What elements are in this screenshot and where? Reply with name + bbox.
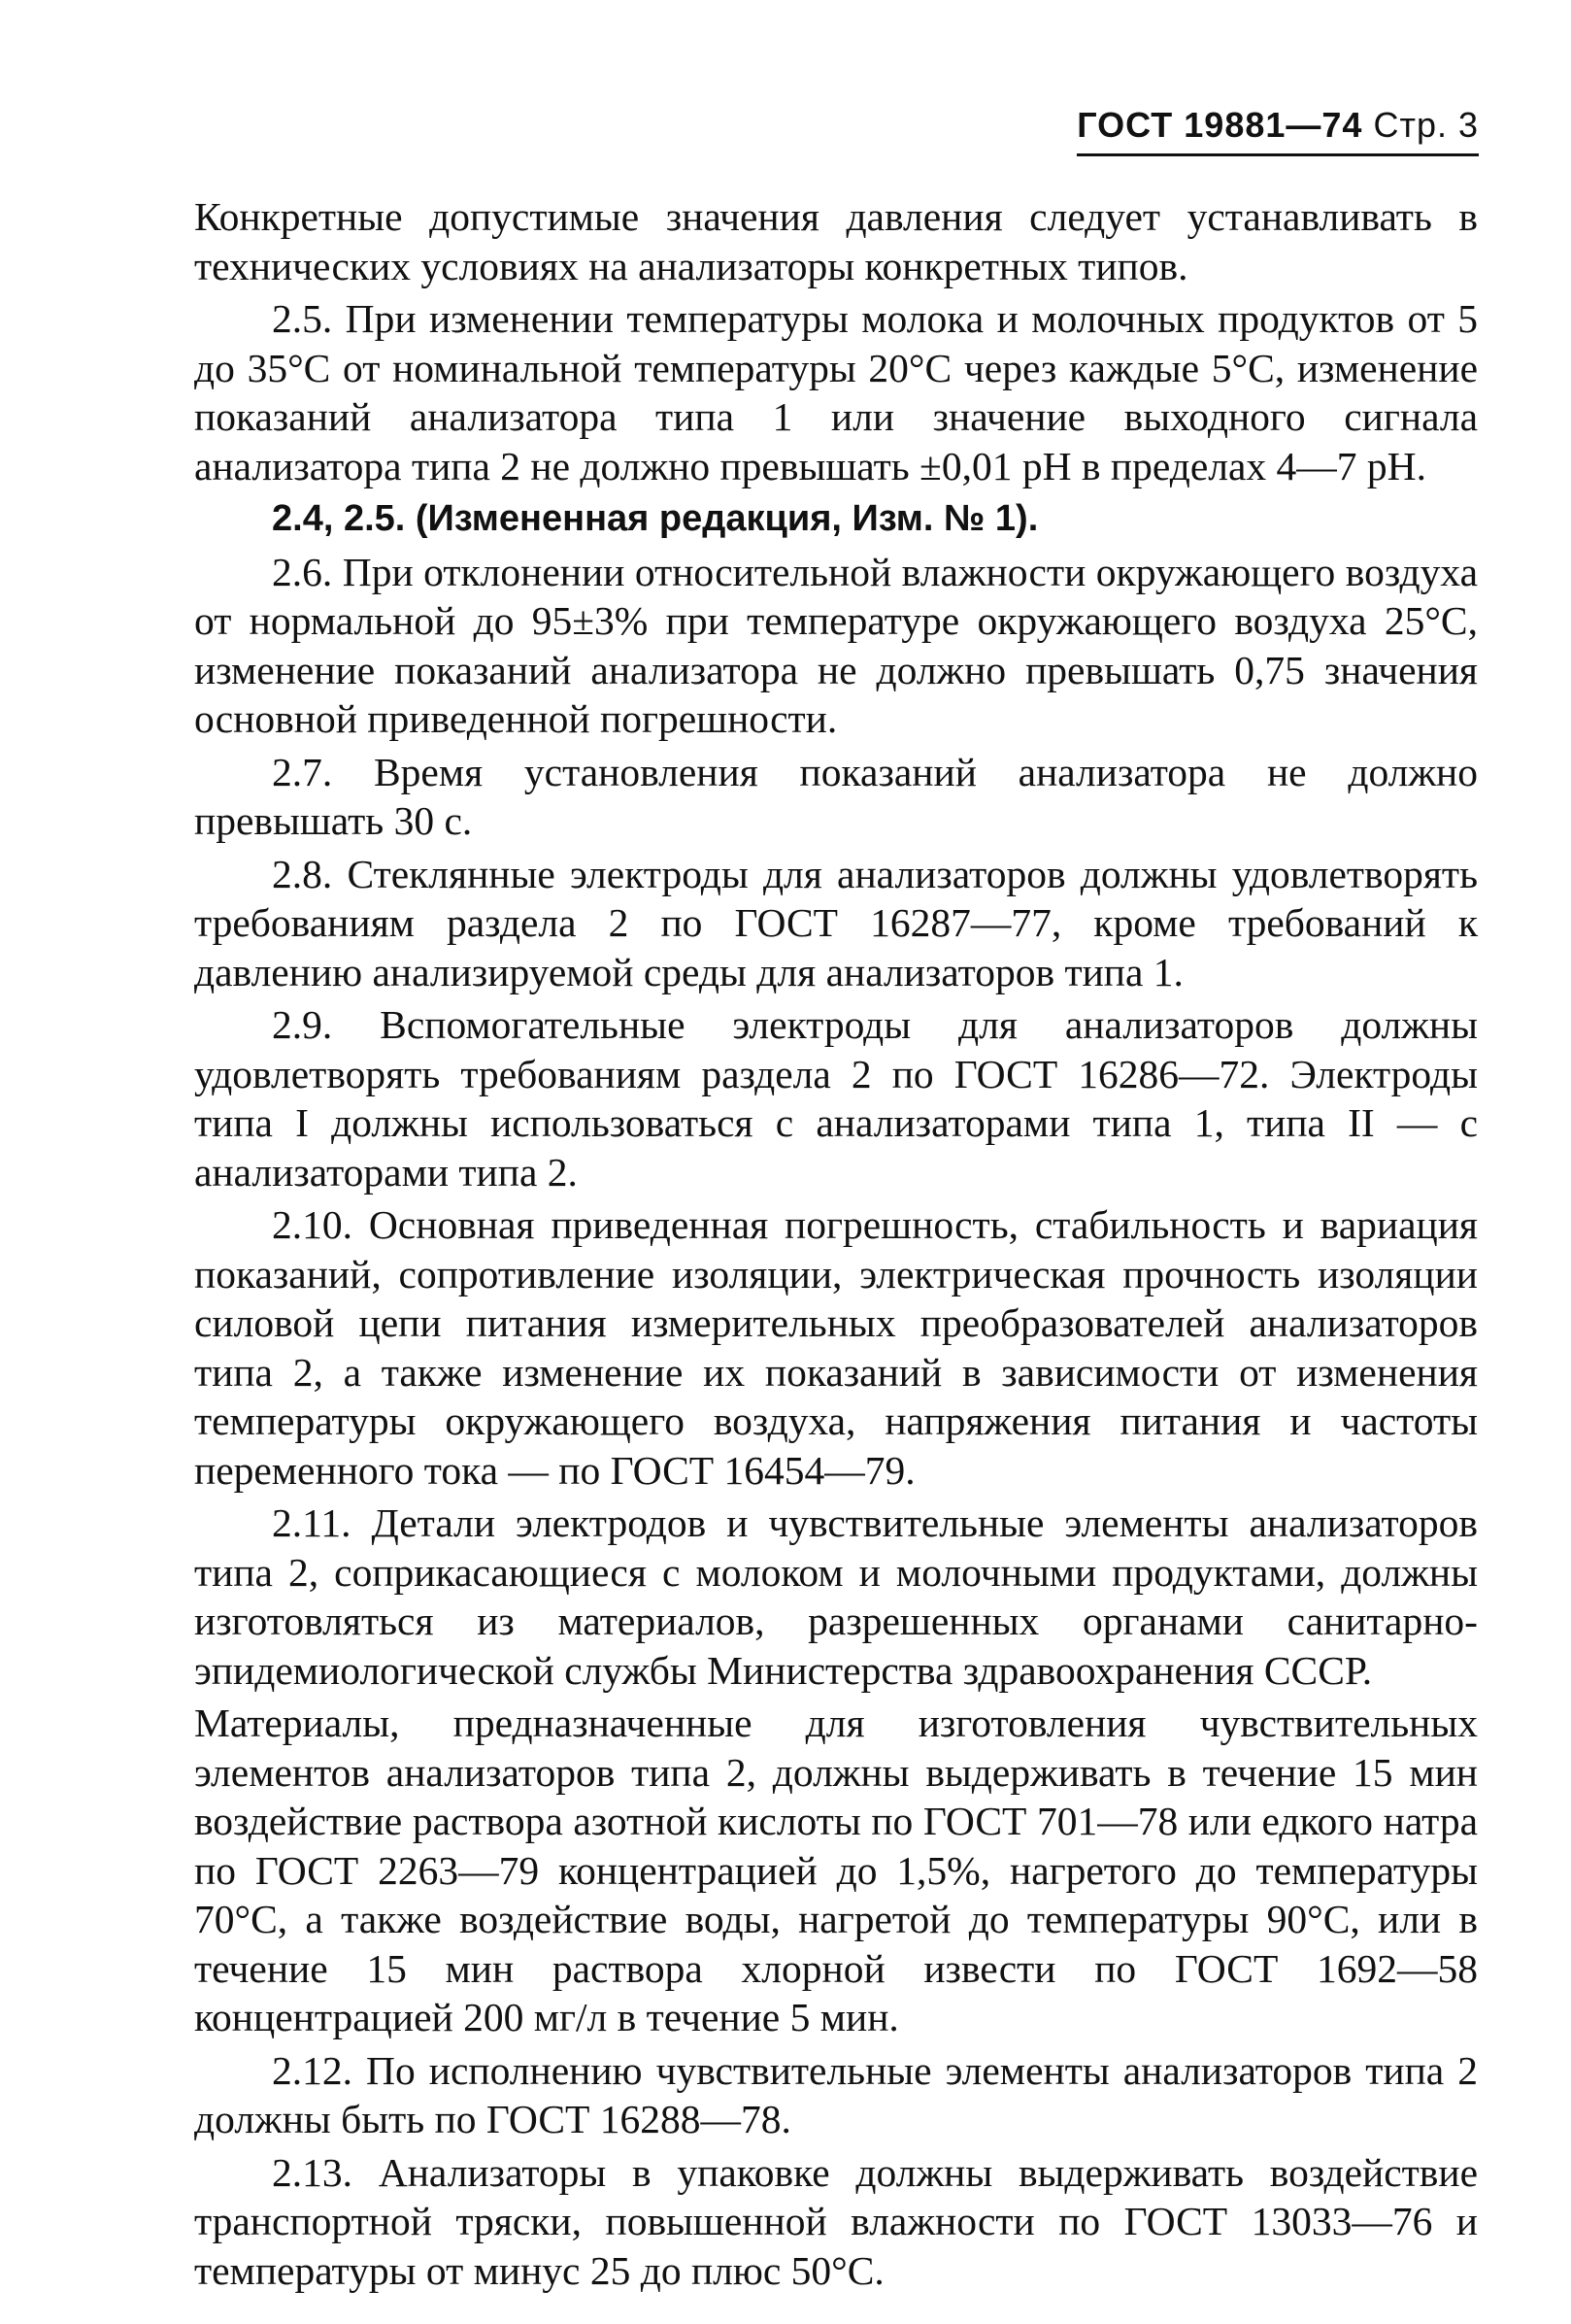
clause-2-6: 2.6. При отклонении относительной влажности окружающего воздуха от нормальной до 95±3% при температуре окружающего воздуха 25°С, изменение показаний анализатора не должно превышать 0,75 значения основной приведенной погрешности. (194, 549, 1478, 741)
document-body (194, 192, 1478, 2295)
paragraph-pressure-values: Конкретные допустимые значения давления следует устанавливать в технических условиях на анализаторы конкретных типов. (194, 194, 1478, 288)
paragraph-materials: Материалы, предназначенные для изготовления чувствительных элементов анализаторов типа 2, должны выдерживать в течение 15 мин воздействие раствора азотной кислоты по ГОСТ 701—78 или едкого натра по ГОСТ 2263—79 концентрацией до 1,5%, нагретого до температуры 70°С, а также воздействие воды, нагретой до температуры 90°С, или в течение 15 мин раствора хлорной извести по ГОСТ 1692—58 концентрацией 200 мг/л в течение 5 мин. (194, 1701, 1478, 2039)
clause-2-13: 2.13. Анализаторы в упаковке должны выдерживать воздействие транспортной тряски, повышенной влажности по ГОСТ 13033—76 и температуры от минус 25 до плюс 50°С. (194, 2149, 1478, 2293)
clause-2-5: 2.5. При изменении температуры молока и молочных продуктов от 5 до 35°С от номинальной температуры 20°С через каждые 5°С, изменение показаний анализатора типа 1 или значение выходного сигнала анализатора типа 2 не должно превышать ±0,01 pH в пределах 4—7 pH. (194, 296, 1478, 488)
page-header (1077, 105, 1479, 156)
clause-2-7: 2.7. Время установления показаний анализатора не должно превышать 30 с. (194, 749, 1478, 843)
clause-2-8: 2.8. Стеклянные электроды для анализаторов должны удовлетворять требованиям раздела 2 по ГОСТ 16287—77, кроме требований к давлению анализируемой среды для анализаторов типа 1. (194, 851, 1478, 994)
clause-2-12: 2.12. По исполнению чувствительные элементы анализаторов типа 2 должны быть по ГОСТ 16288—78. (194, 2047, 1478, 2141)
clause-2-11: 2.11. Детали электродов и чувствительные элементы анализаторов типа 2, соприкасающиеся с молоком и молочными продуктами, должны изготовляться из материалов, разрешенных органами санитарно-эпидемиологической службы Министерства здравоохранения СССР. (194, 1500, 1478, 1693)
standard-number: ГОСТ 19881—74 (1077, 105, 1363, 145)
clause-2-9: 2.9. Вспомогательные электроды для анализаторов должны удовлетворять требованиям раздела 2 по ГОСТ 16286—72. Электроды типа I должны использоваться с анализаторами типа 1, типа II — с анализаторами типа 2. (194, 1002, 1478, 1195)
amendment-note: 2.4, 2.5. (Измененная редакция, Изм. № 1). (272, 498, 1039, 539)
clause-2-10: 2.10. Основная приведенная погрешность, стабильность и вариация показаний, сопротивление изоляции, электрическая прочность изоляции силовой цепи питания измерительных преобразователей анализаторов типа 2, а также изменение их показаний в зависимости от изменения температуры окружающего воздуха, напряжения питания и частоты переменного тока — по ГОСТ 16454—79. (194, 1202, 1478, 1493)
page-number: Стр. 3 (1373, 105, 1479, 145)
